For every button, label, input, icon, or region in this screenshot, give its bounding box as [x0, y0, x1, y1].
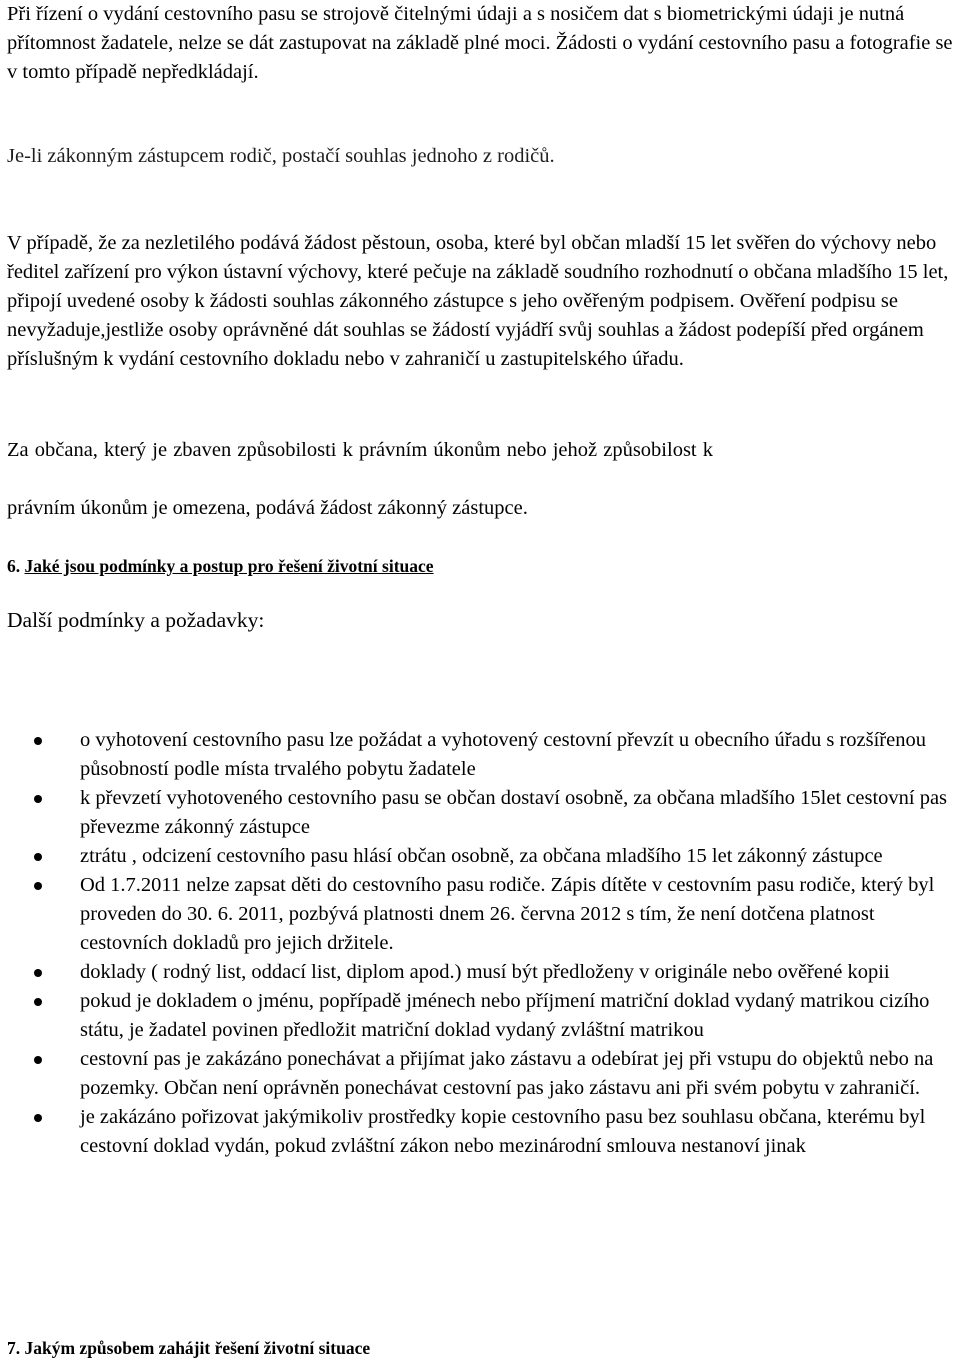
- list-item: [0, 1103, 950, 1161]
- bullet-icon: [34, 795, 42, 803]
- list-item: [0, 958, 950, 987]
- paragraph-personal-presence: Při řízení o vydání cestovního pasu se strojově čitelnými údaji a s nosičem dat s biometrickými údaji je nutná přítomnost žadatele, nelze se dát zastupovat na základě plné moci. Žádosti o vydání cestovního pasu a fotografie se v tomto případě nepředkládají.: [7, 3, 953, 83]
- list-item-text: Od 1.7.2011 nelze zapsat děti do cestovního pasu rodiče. Zápis dítěte v cestovním pasu rodiče, který byl proveden do 30. 6. 2011, pozbývá platnosti dnem 26. června 2012 s tím, že není dotčena platnost cestovních dokladů pro jejich držitele.: [80, 874, 935, 954]
- conditions-list: [0, 726, 950, 1161]
- section-6-title: Jaké jsou podmínky a postup pro řešení životní situace: [24, 556, 434, 576]
- bullet-icon: [34, 737, 42, 745]
- subheading-conditions: Další podmínky a požadavky:: [7, 608, 265, 632]
- list-item-text: pokud je dokladem o jménu, popřípadě jménech nebo příjmení matriční doklad vydaný matrikou cizího státu, je žadatel povinen předložit matriční doklad vydaný zvláštní matrikou: [80, 990, 930, 1041]
- list-item-text: k převzetí vyhotoveného cestovního pasu se občan dostaví osobně, za občana mladšího 15let cestovní pas převezme zákonný zástupce: [80, 787, 948, 838]
- bullet-icon: [34, 1056, 42, 1064]
- list-item: [0, 784, 950, 842]
- section-6-heading: [7, 555, 434, 577]
- list-item-text: cestovní pas je zakázáno ponechávat a přijímat jako zástavu a odebírat jej při vstupu do objektů nebo na pozemky. Občan není oprávněn ponechávat cestovní pas jako zástavu ani při svém pobytu v zahraničí.: [80, 1048, 934, 1099]
- section-6-number: 6.: [7, 556, 21, 576]
- section-7-heading: 7. Jakým způsobem zahájit řešení životní situace: [7, 1338, 371, 1358]
- list-item-text: doklady ( rodný list, oddací list, diplom apod.) musí být předloženy v originále nebo ověřené kopii: [80, 961, 890, 983]
- paragraph-foster-parent: V případě, že za nezletilého podává žádost pěstoun, osoba, které byl občan mladší 15 let svěřen do výchovy nebo ředitel zařízení pro výkon ústavní výchovy, které pečuje na základě soudního rozhodnutí o občana mladšího 15 let, připojí uvedené osoby k žádosti souhlas zákonného zástupce s jeho ověřeným podpisem. Ověření podpisu se nevyžaduje,jestliže osoby oprávněné dát souhlas se žádostí vyjádří svůj souhlas a žádost podepíší před orgánem příslušným k vydání cestovního dokladu nebo v zahraničí u zastupitelského úřadu.: [7, 232, 949, 370]
- list-item-text: ztrátu , odcizení cestovního pasu hlásí občan osobně, za občana mladšího 15 let zákonný zástupce: [80, 845, 883, 867]
- list-item-text: je zakázáno pořizovat jakýmikoliv prostředky kopie cestovního pasu bez souhlasu občana, kterému byl cestovní doklad vydán, pokud zvláštní zákon nebo mezinárodní smlouva nestanoví jinak: [80, 1106, 926, 1157]
- bullet-icon: [34, 969, 42, 977]
- list-item: [0, 1045, 950, 1103]
- list-item-text: o vyhotovení cestovního pasu lze požádat a vyhotovený cestovní převzít u obecního úřadu s rozšířenou působností podle místa trvalého pobytu žadatele: [80, 729, 926, 780]
- bullet-icon: [34, 853, 42, 861]
- bullet-icon: [34, 882, 42, 890]
- list-item: [0, 987, 950, 1045]
- bullet-icon: [34, 1114, 42, 1122]
- list-item: [0, 871, 950, 958]
- paragraph-legal-guardian-line2: právním úkonům je omezena, podává žádost zákonný zástupce.: [7, 497, 528, 519]
- bullet-icon: [34, 998, 42, 1006]
- list-item: [0, 726, 950, 784]
- paragraph-legal-guardian-line1: Za občana, který je zbaven způsobilosti k právním úkonům nebo jehož způsobilost k: [7, 439, 713, 461]
- paragraph-parent-consent: Je-li zákonným zástupcem rodič, postačí souhlas jednoho z rodičů.: [7, 145, 555, 167]
- list-item: [0, 842, 950, 871]
